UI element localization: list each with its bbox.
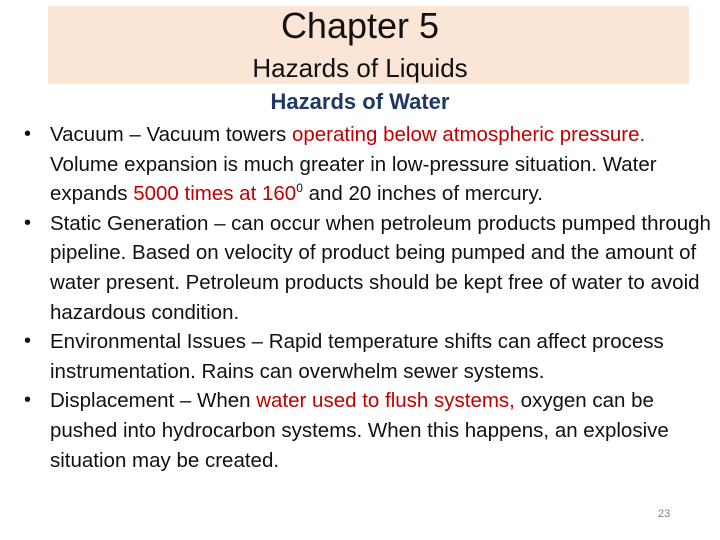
page-number: 23	[658, 508, 671, 520]
bullet-dot-icon: •	[24, 389, 32, 412]
bullet-dot-icon: •	[24, 330, 32, 353]
bullet-item-static-generation	[22, 209, 712, 327]
bullet-item-environmental	[22, 327, 712, 386]
highlighted-text: 5000 times at 160	[133, 182, 297, 206]
bullet-text: Vacuum – Vacuum towers	[50, 123, 292, 146]
superscript: 0	[296, 181, 303, 196]
bullet-text: Volume expansion is much greater in low-pressure situation. Water expands	[50, 152, 657, 206]
bullet-item-displacement	[22, 386, 712, 475]
bullet-text: oxygen can be pushed into hydrocarbon systems. When this happens, an explosive situation may be created.	[50, 389, 669, 472]
slide-title-secondary: Hazards of Liquids	[252, 53, 468, 83]
bullet-dot-icon: •	[24, 211, 32, 234]
bullet-list	[22, 120, 712, 475]
bullet-text: and 20 inches of mercury.	[302, 182, 543, 206]
bullet-text: Environmental Issues – Rapid temperature shifts can affect process instrumentation. Rains can overwhelm sewer systems.	[50, 330, 664, 383]
highlighted-text: operating below atmospheric pressure.	[291, 123, 646, 146]
bullet-item-vacuum	[22, 120, 712, 209]
bullet-text: Displacement – When	[50, 389, 257, 413]
slide-title: Chapter 5	[280, 5, 440, 46]
section-heading: Hazards of Water	[270, 89, 450, 114]
bullet-dot-icon: •	[24, 123, 32, 145]
highlighted-text: water used to flush systems,	[256, 389, 515, 413]
bullet-text: Static Generation – can occur when petroleum products pumped through pipeline. Based on velocity of product being pumped and the amount of water present. Petroleum products should be kept free of water to avoid hazardous condition.	[50, 211, 711, 324]
